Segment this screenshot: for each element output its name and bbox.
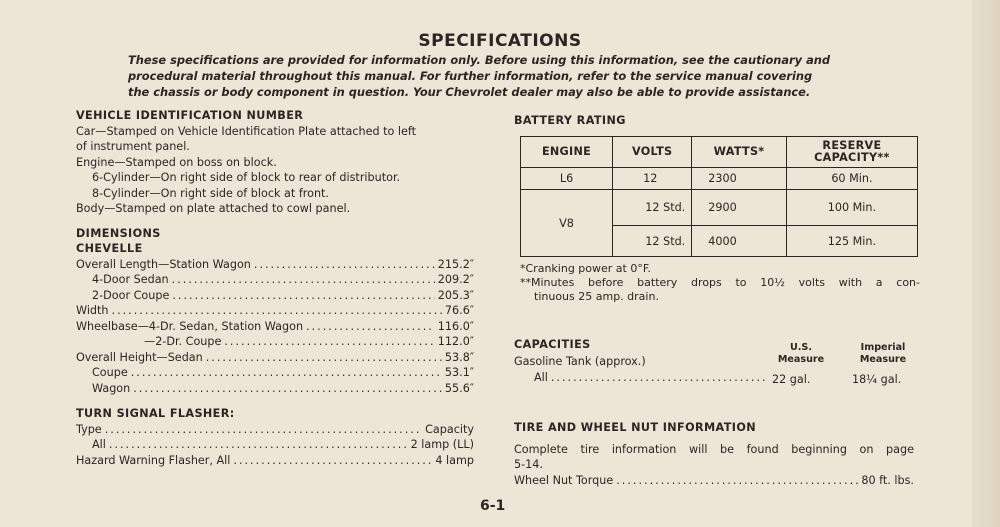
dimension-value: 53.8″ <box>444 350 474 364</box>
dimension-row <box>76 257 474 273</box>
dimension-label: Overall Height—Sedan <box>76 350 203 364</box>
tire-section <box>514 420 914 488</box>
flasher-value: 2 lamp (LL) <box>410 438 474 451</box>
us-value: 22 gal. <box>772 373 811 386</box>
volts-cell: 12 Std. <box>613 190 692 226</box>
vin-heading: VEHICLE IDENTIFICATION NUMBER <box>76 109 304 122</box>
capacities-heading: CAPACITIES <box>514 338 591 351</box>
flasher-label: Hazard Warning Flasher, All <box>76 453 231 467</box>
dimension-value: 215.2″ <box>437 257 474 271</box>
flasher-row <box>76 422 474 438</box>
dimensions-heading: DIMENSIONS <box>76 226 161 240</box>
header-volts: VOLTS <box>613 137 692 168</box>
us-measure-header <box>766 342 836 366</box>
page-number: 6-1 <box>480 498 506 514</box>
tire-line: 5-14. <box>514 458 543 471</box>
dimension-label: Width <box>76 304 109 317</box>
imperial-label: Imperial <box>860 342 906 353</box>
imperial-measure-header <box>844 342 922 366</box>
battery-note: *Cranking power at 0°F. <box>520 262 651 275</box>
dimension-label: 2-Door Coupe <box>92 288 170 302</box>
reserve-cell: 125 Min. <box>786 226 917 257</box>
intro-line: These specifications are provided for information only. Before using this information, see the cautionary and <box>128 53 831 67</box>
battery-header-row <box>521 137 918 168</box>
torque-value: 80 ft. lbs. <box>861 473 914 487</box>
dimension-label: Wheelbase—4-Dr. Sedan, Station Wagon <box>76 319 304 333</box>
battery-table <box>520 136 918 257</box>
battery-heading: BATTERY RATING <box>514 114 626 127</box>
turn-signal-heading: TURN SIGNAL FLASHER: <box>76 407 235 420</box>
volts-cell: 12 <box>613 168 692 190</box>
vin-subline: 6-Cylinder—On right side of block to rear of distributor. <box>92 171 401 184</box>
torque-label: Wheel Nut Torque <box>514 473 614 487</box>
header-capacity: CAPACITY** <box>814 151 890 164</box>
capacities-section <box>514 337 922 397</box>
flasher-row <box>76 453 474 469</box>
page-title: SPECIFICATIONS <box>418 31 582 51</box>
dimension-row <box>76 272 474 288</box>
watts-cell: 2300 <box>692 168 787 190</box>
reserve-cell: 100 Min. <box>786 190 917 226</box>
page-edge <box>972 0 1000 527</box>
dimension-label: Overall Length—Station Wagon <box>76 257 251 271</box>
vin-subline: 8-Cylinder—On right side of block at front. <box>92 186 329 200</box>
dimension-value: 76.6″ <box>444 304 474 317</box>
chevelle-subheading: CHEVELLE <box>76 242 143 255</box>
engine-cell: V8 <box>521 190 613 257</box>
gas-tank-label: Gasoline Tank (approx.) <box>514 355 646 368</box>
capacity-row <box>534 370 769 386</box>
capacity-label: All <box>534 371 548 384</box>
imperial-value: 18¼ gal. <box>852 373 902 386</box>
intro-line: procedural material throughout this manual. For further information, refer to the service manual covering <box>128 69 813 83</box>
dimension-value: 209.2″ <box>437 273 474 286</box>
measure-label: Measure <box>859 354 907 365</box>
table-row <box>521 190 918 226</box>
dimension-row <box>76 365 474 381</box>
volts-cell: 12 Std. <box>613 226 692 257</box>
tire-line: Complete tire information will be found beginning on page <box>514 442 914 456</box>
dimension-row <box>76 319 474 335</box>
dimension-row <box>76 303 474 319</box>
intro-line: the chassis or body component in question. Your Chevrolet dealer may also be able to provide assistance. <box>128 85 811 99</box>
vin-body-line: Body—Stamped on plate attached to cowl panel. <box>76 202 351 215</box>
dimension-value: 112.0″ <box>437 335 474 348</box>
dimension-label: —2-Dr. Coupe <box>144 335 222 348</box>
engine-cell: L6 <box>521 168 613 190</box>
dimension-label: 4-Door Sedan <box>92 273 169 286</box>
intro-paragraph <box>128 52 873 100</box>
left-column <box>76 108 474 468</box>
watts-cell: 2900 <box>692 190 787 226</box>
header-engine: ENGINE <box>521 137 613 168</box>
flasher-label: All <box>92 438 106 451</box>
dimension-value: 53.1″ <box>444 366 474 379</box>
us-label: U.S. <box>790 342 812 353</box>
dimension-label: Coupe <box>92 366 128 379</box>
dimension-row <box>76 350 474 366</box>
dimension-value: 55.6″ <box>444 381 474 395</box>
dimension-row <box>76 288 474 304</box>
dimension-label: Wagon <box>92 381 131 395</box>
dimension-row <box>76 334 474 350</box>
battery-note: tinuous 25 amp. drain. <box>534 290 659 303</box>
measure-label: Measure <box>777 354 825 365</box>
flasher-row <box>76 437 474 453</box>
header-watts: WATTS* <box>692 137 787 168</box>
flasher-value: 4 lamp <box>435 453 474 467</box>
tire-heading: TIRE AND WHEEL NUT INFORMATION <box>514 421 757 434</box>
battery-note: **Minutes before battery drops to 10½ volts with a con- <box>520 276 920 289</box>
vin-line: of instrument panel. <box>76 140 190 153</box>
dimension-value: 205.3″ <box>437 288 474 302</box>
watts-cell: 4000 <box>692 226 787 257</box>
battery-notes <box>520 262 920 304</box>
header-reserve-capacity <box>786 137 917 168</box>
vin-line: Car—Stamped on Vehicle Identification Plate attached to left <box>76 124 417 138</box>
dimension-value: 116.0″ <box>437 319 474 333</box>
reserve-cell: 60 Min. <box>786 168 917 190</box>
flasher-label: Type <box>76 422 102 436</box>
vin-line: Engine—Stamped on boss on block. <box>76 155 277 169</box>
header-reserve: RESERVE <box>822 139 882 152</box>
table-row <box>521 168 918 190</box>
dimension-row <box>76 381 474 397</box>
torque-row <box>514 473 914 489</box>
flasher-value: Capacity <box>425 422 474 436</box>
